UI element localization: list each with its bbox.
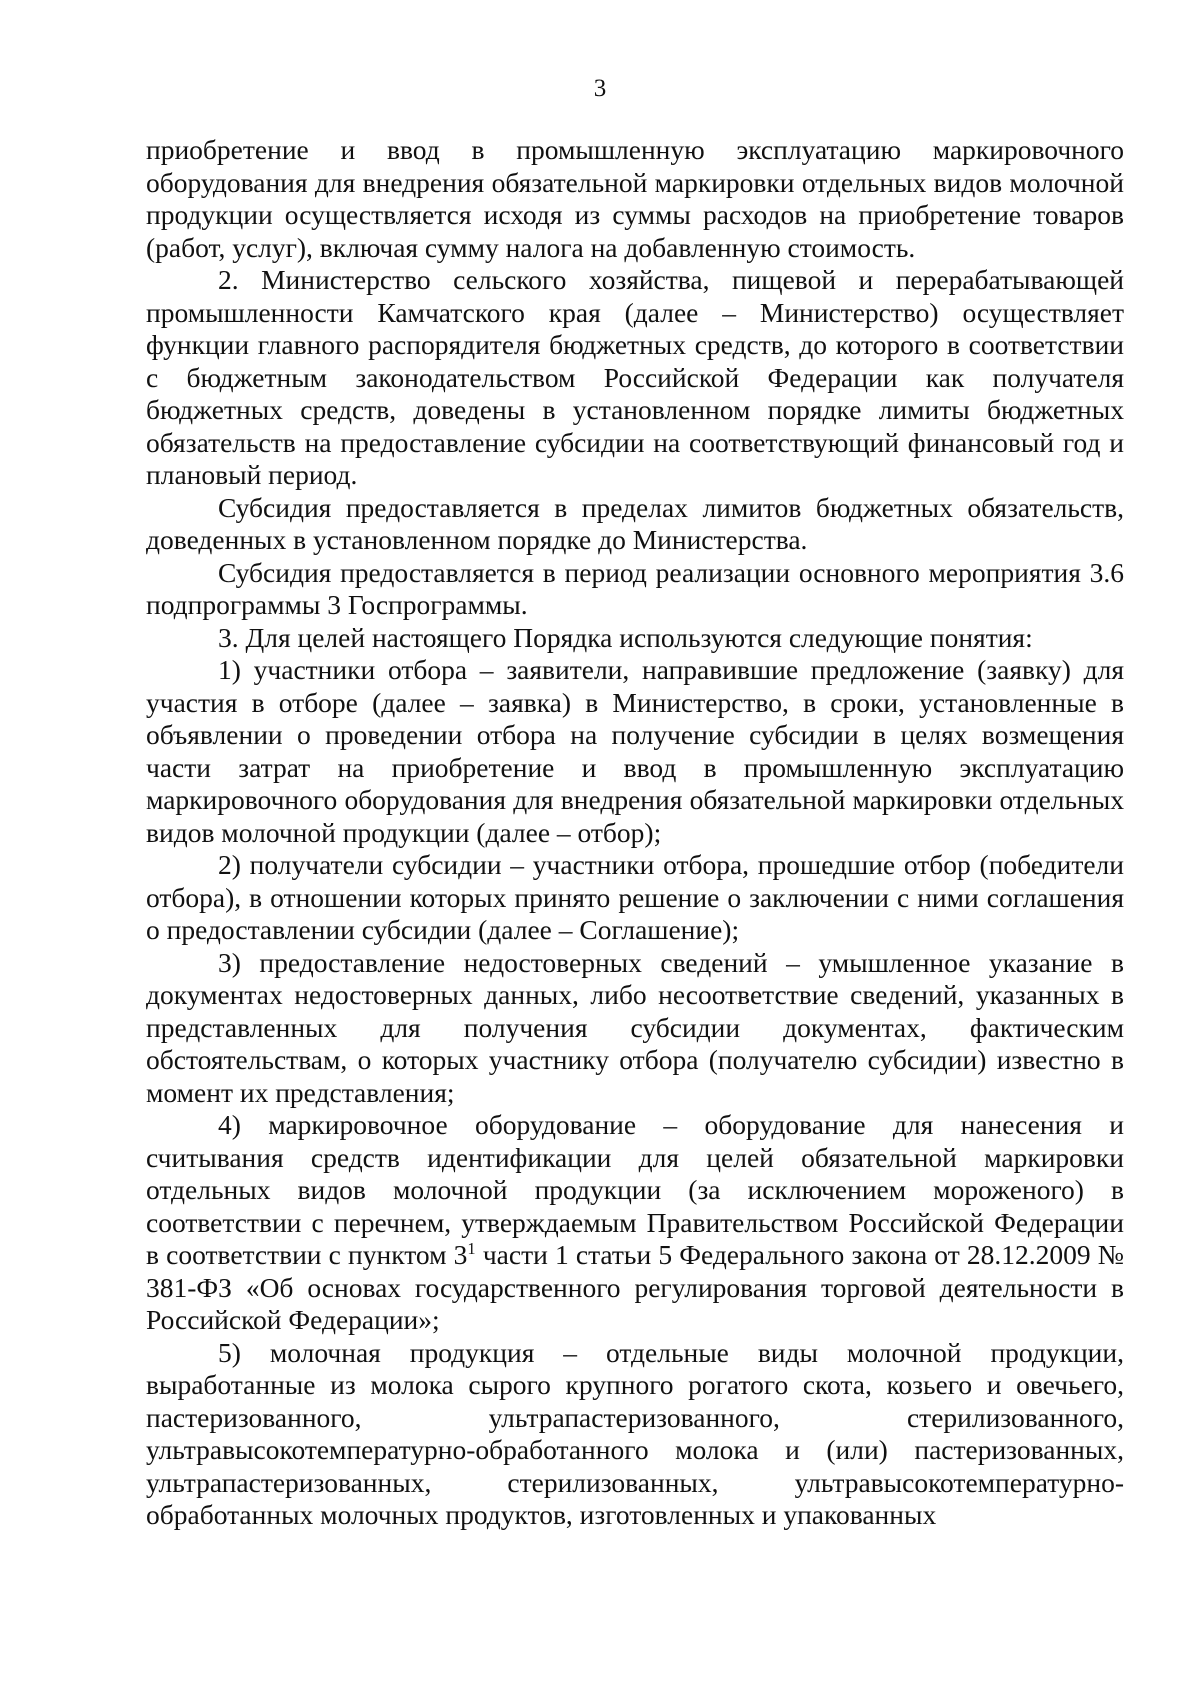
- page-number: 3: [593, 75, 607, 102]
- paragraph-definition-4: [146, 1109, 1124, 1337]
- definition-4-text-after: части 1 статьи 5 Федерального закона от 28.12.2009 № 381-ФЗ «Об основах государственного регулирования торговой деятельности в Российской Федерации»;: [146, 1239, 1125, 1335]
- definition-4-superscript: 1: [467, 1238, 476, 1258]
- paragraph-definition-1: 1) участники отбора – заявители, направившие предложение (заявку) для участия в отборе (далее – заявка) в Министерство, в сроки, установленные в объявлении о проведении отбора на получение субсидии в целях возмещения части затрат на приобретение и ввод в промышленную эксплуатацию маркировочного оборудования для внедрения обязательной маркировки отдельных видов молочной продукции (далее – отбор);: [146, 654, 1124, 848]
- paragraph-definition-5: 5) молочная продукция – отдельные виды молочной продукции, выработанные из молока сырого крупного рогатого скота, козьего и овечьего, пастеризованного, ультрапастеризованного, стерилизованного, ультравысокотемпературно-обработанного молока и (или) пастеризованных, ультрапастеризованных, стерилизованных, ультравысокотемпературно-обработанных молочных продуктов, изготовленных и упакованных: [146, 1336, 1124, 1530]
- paragraph-item-2: 2. Министерство сельского хозяйства, пищевой и перерабатывающей промышленности Камчатского края (далее – Министерство) осуществляет функции главного распорядителя бюджетных средств, до которого в соответствии с бюджетным законодательством Российской Федерации как получателя бюджетных средств, доведены в установленном порядке лимиты бюджетных обязательств на предоставление субсидии на соответствующий финансовый год и плановый период.: [146, 264, 1124, 490]
- paragraph-definition-3: 3) предоставление недостоверных сведений – умышленное указание в документах недостоверных данных, либо несоответствие сведений, указанных в представленных для получения субсидии документах, фактическим обстоятельствам, о которых участнику отбора (получателю субсидии) известно в момент их представления;: [146, 946, 1124, 1108]
- definition-4-text-before: 4) маркировочное оборудование – оборудование для нанесения и считывания средств идентификации для целей обязательной маркировки отдельных видов молочной продукции (за исключением мороженого) в соответствии с перечнем, утверждаемым Правительством Российской Федерации в соответствии с пунктом 3: [146, 1109, 1124, 1270]
- paragraph-continuation: приобретение и ввод в промышленную эксплуатацию маркировочного оборудования для внедрения обязательной маркировки отдельных видов молочной продукции осуществляется исходя из суммы расходов на приобретение товаров (работ, услуг), включая сумму налога на добавленную стоимость.: [146, 134, 1124, 263]
- paragraph-definition-2: 2) получатели субсидии – участники отбора, прошедшие отбор (победители отбора), в отношении которых принято решение о заключении с ними соглашения о предоставлении субсидии (далее – Соглашение);: [146, 849, 1124, 945]
- document-body: [146, 134, 1124, 1532]
- paragraph-subsidy-limits: Субсидия предоставляется в пределах лимитов бюджетных обязательств, доведенных в установленном порядке до Министерства.: [146, 491, 1124, 555]
- paragraph-item-3: 3. Для целей настоящего Порядка используются следующие понятия:: [218, 621, 1033, 653]
- paragraph-subsidy-period: Субсидия предоставляется в период реализации основного мероприятия 3.6 подпрограммы 3 Госпрограммы.: [146, 556, 1124, 620]
